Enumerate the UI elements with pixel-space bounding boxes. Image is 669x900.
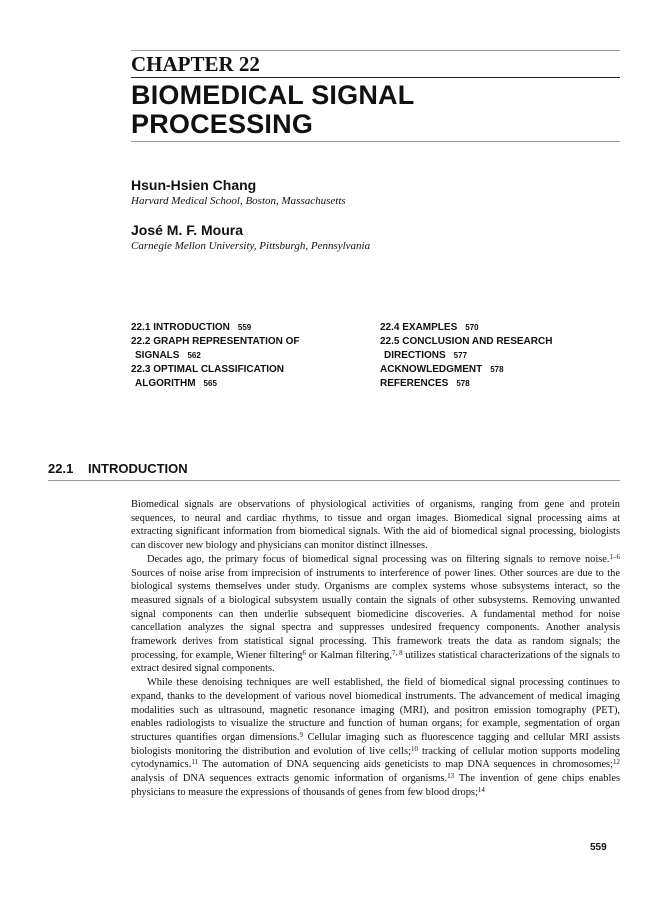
toc-entry-text: DIRECTIONS <box>384 350 446 361</box>
author-affiliation: Harvard Medical School, Boston, Massachusetts <box>131 195 346 207</box>
paragraph-text: analysis of DNA sequences extracts genomic information of organisms. <box>131 773 448 785</box>
author-name: Hsun-Hsien Chang <box>131 177 257 193</box>
paragraph-text: tracking of cellular motion supports modeling cytodynamics. <box>131 745 621 771</box>
citation-superscript: 1–6 <box>609 552 620 561</box>
section-number: 22.1 <box>48 461 74 476</box>
citation-superscript: 14 <box>477 785 485 794</box>
toc-entry-page: 578 <box>490 365 504 374</box>
toc-entry-page: 578 <box>456 379 470 388</box>
body-paragraph <box>131 676 620 799</box>
citation-superscript: 9 <box>299 730 303 739</box>
body-text <box>131 498 620 799</box>
toc-entry[interactable] <box>380 335 552 349</box>
toc-entry[interactable] <box>131 349 300 363</box>
toc-entry[interactable] <box>380 349 552 363</box>
citation-superscript: 12 <box>613 758 620 767</box>
chapter-rule <box>131 77 620 78</box>
chapter-label: CHAPTER 22 <box>131 52 260 76</box>
paragraph-text: utilizes statistical characterizations of the signals to extract desired signal components. <box>131 649 621 675</box>
paragraph-text: Biomedical signals are observations of physiological activities of organisms, ranging from gene and protein sequences, to neural and cardiac rhythms, to tissue and organ images. Biomedical signal processing aims at extracting significant information from biomedical signals. With the aid of biomedical signal processing, biologists can discover new biology and physicians can monitor distinct illnesses. <box>131 499 620 552</box>
author-name: José M. F. Moura <box>131 222 244 238</box>
toc-entry-text: 22.5 CONCLUSION AND RESEARCH <box>380 336 553 347</box>
toc-entry[interactable] <box>131 321 300 335</box>
citation-superscript: 13 <box>447 772 455 781</box>
citation-superscript: 7, 8 <box>391 648 403 657</box>
paragraph-text: Cellular imaging such as fluorescence tagging and cellular MRI assists biologists monitoring the distribution and evolution of live cells; <box>131 731 620 757</box>
chapter-title <box>131 81 620 139</box>
toc-entry-page: 577 <box>453 351 468 360</box>
toc-entry[interactable] <box>380 377 552 391</box>
toc-entry[interactable] <box>131 363 300 377</box>
title-bottom-rule <box>131 141 620 142</box>
author-affiliation: Carnegie Mellon University, Pittsburgh, Pennsylvania <box>131 240 371 252</box>
paragraph-text: While these denoising techniques are well established, the field of biomedical signal processing continues to expand, thanks to the development of various novel biomedical instruments. The advancement of medical imaging modalities such as ultrasound, magnetic resonance imaging (MRI), and positron emission tomography (PET), enables radiologists to visualize the structure and function of human organs; for example, segmentation of organ structures quantifies organ dimensions. <box>131 677 620 743</box>
paragraph-text: Sources of noise arise from imprecision of instruments to interference of power lines. Other sources are due to the biological systems themselves under study. Organisms are complex systems whose subsystems interact, so the measured signals of a biological subsystem usually contain the signals of other subsystems. Removing unwanted signal components can then underlie subsequent biomedicine discoveries. A fundamental method for noise cancellation analyzes the signal spectra and suppresses undesired frequency components. Another analysis framework derives from statistical signal processing. This framework treats the data as random signals; the processing, for example, Wiener filtering <box>131 567 620 661</box>
citation-superscript: 11 <box>191 758 199 767</box>
toc-entry-text: 22.2 GRAPH REPRESENTATION OF <box>131 336 300 347</box>
toc-right-column <box>380 321 552 391</box>
toc-entry-text: ALGORITHM <box>135 378 196 389</box>
toc-left-column <box>131 321 300 391</box>
toc-entry-text: SIGNALS <box>135 350 180 361</box>
toc-entry-text: 22.3 OPTIMAL CLASSIFICATION <box>131 364 284 375</box>
body-paragraph <box>131 498 620 553</box>
toc-entry[interactable] <box>131 335 300 349</box>
citation-superscript: 6 <box>302 648 306 657</box>
paragraph-text: or Kalman filtering, <box>306 649 392 661</box>
paragraph-text: The invention of gene chips enables physicians to measure the expressions of thousands of genes from few blood drops; <box>131 773 620 798</box>
toc-entry[interactable] <box>380 363 552 377</box>
section-rule <box>48 480 620 481</box>
toc-entry-page: 559 <box>237 323 252 332</box>
toc-entry-text: 22.1 INTRODUCTION <box>131 322 230 333</box>
paragraph-text: The automation of DNA sequencing aids geneticists to map DNA sequences in chromosomes; <box>198 759 613 771</box>
paragraph-text: Decades ago, the primary focus of biomedical signal processing was on filtering signals to remove noise. <box>147 553 610 565</box>
toc-entry[interactable] <box>380 321 552 335</box>
chapter-title-line: BIOMEDICAL SIGNAL <box>131 80 415 110</box>
toc-entry-page: 565 <box>203 379 217 388</box>
toc-entry-text: REFERENCES <box>380 378 449 389</box>
toc-entry[interactable] <box>131 377 300 391</box>
chapter-title-line: PROCESSING <box>131 109 314 139</box>
toc-entry-text: ACKNOWLEDGMENT <box>380 364 483 375</box>
section-heading <box>48 461 188 477</box>
section-title: INTRODUCTION <box>88 461 188 476</box>
body-paragraph <box>131 553 620 676</box>
toc-entry-page: 562 <box>187 351 201 360</box>
citation-superscript: 10 <box>410 744 418 753</box>
page-number: 559 <box>590 842 607 853</box>
toc-entry-page: 570 <box>465 323 479 332</box>
toc-entry-text: 22.4 EXAMPLES <box>380 322 458 333</box>
